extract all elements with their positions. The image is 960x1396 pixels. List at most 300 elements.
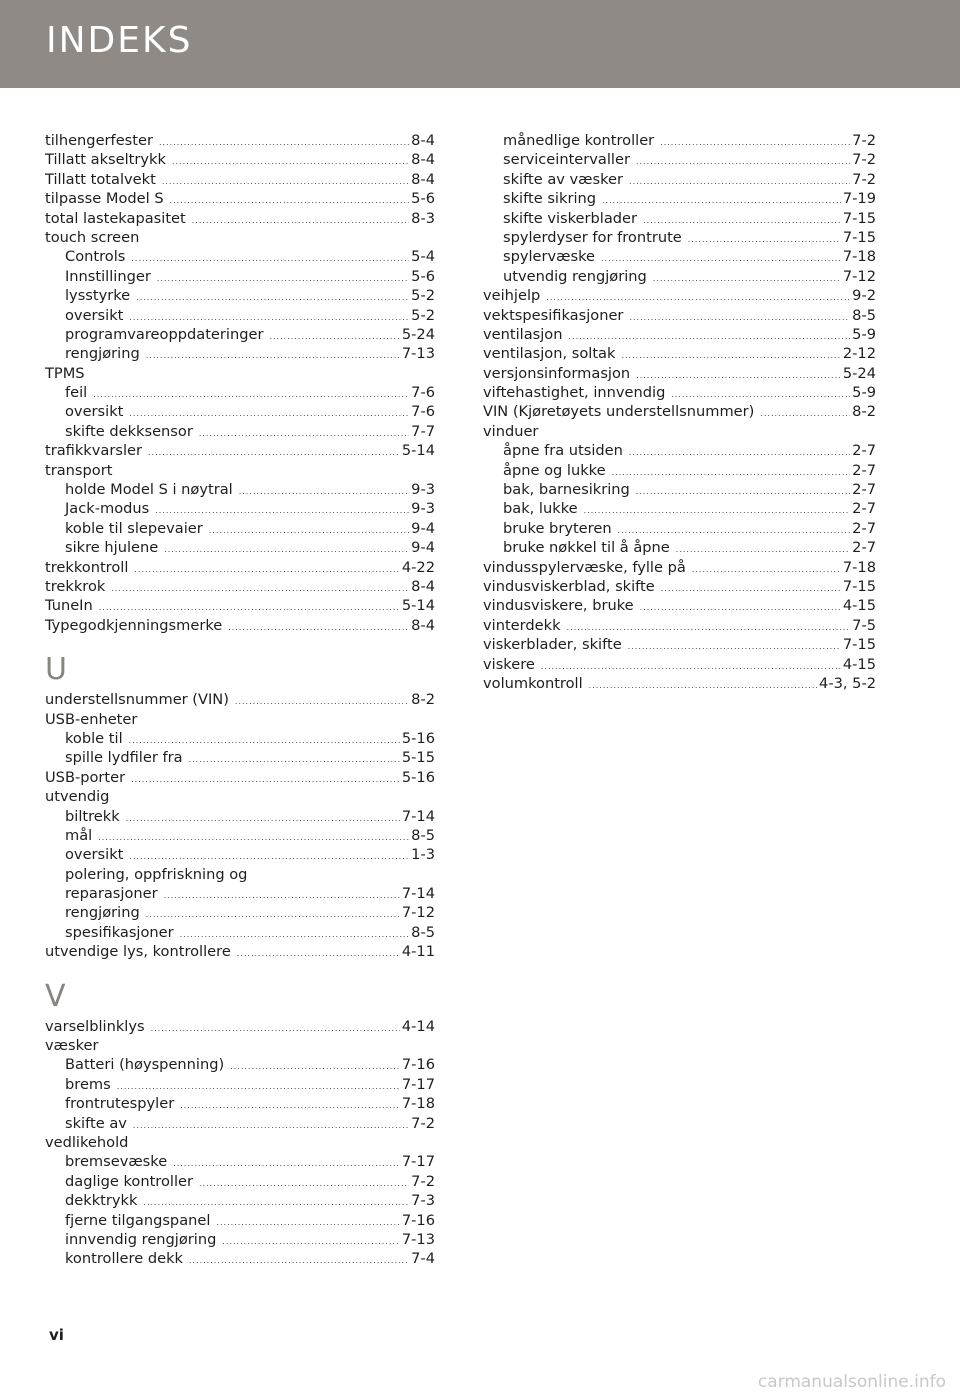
entry-page-ref: 7-19	[842, 190, 876, 208]
entry-page-ref: 7-12	[401, 904, 435, 922]
index-subentry	[45, 1249, 435, 1268]
index-subentry	[45, 845, 435, 864]
entry-page-ref: 7-5	[852, 616, 876, 634]
entry-term: transport	[45, 461, 113, 479]
entry-term: reparasjoner	[65, 885, 158, 903]
entry-term: feil	[65, 384, 88, 402]
dot-leader	[173, 1154, 400, 1173]
dot-leader	[602, 191, 841, 210]
entry-term: spylervæske	[503, 248, 596, 266]
dot-leader	[661, 579, 841, 598]
entry-term: USB-enheter	[45, 710, 138, 728]
entry-page-ref: 8-4	[411, 577, 435, 595]
index-subentry	[483, 441, 876, 460]
dot-leader	[589, 676, 817, 695]
index-subentry	[45, 865, 435, 884]
dot-leader	[151, 1019, 400, 1038]
index-entry	[45, 461, 435, 480]
entry-term: innvendig rengjøring	[65, 1230, 217, 1248]
dot-leader	[111, 579, 409, 598]
entry-term: utvendig	[45, 788, 110, 806]
entry-term: utvendige lys, kontrollere	[45, 943, 231, 961]
entry-page-ref: 9-3	[411, 500, 435, 518]
entry-page-ref: 7-15	[842, 636, 876, 654]
entry-page-ref: 2-7	[852, 481, 876, 499]
entry-term: total lastekapasitet	[45, 209, 186, 227]
entry-term: skifte sikring	[503, 190, 597, 208]
index-subentry	[45, 884, 435, 903]
dot-leader	[688, 230, 841, 249]
entry-page-ref: 7-2	[852, 132, 876, 149]
entry-term: koble til	[65, 729, 123, 747]
index-subentry	[483, 461, 876, 480]
index-entry	[483, 558, 876, 577]
dot-leader	[136, 288, 409, 307]
index-entry	[483, 674, 876, 693]
index-subentry	[45, 344, 435, 363]
index-entry	[483, 635, 876, 654]
entry-term: vindusspylervæske, fylle på	[483, 558, 686, 576]
dot-leader	[131, 770, 400, 789]
dot-leader	[660, 133, 850, 152]
entry-page-ref: 9-3	[411, 481, 435, 499]
entry-page-ref: 7-15	[842, 228, 876, 246]
index-subentry	[45, 480, 435, 499]
index-subentry	[483, 189, 876, 208]
entry-page-ref: 7-13	[401, 1230, 435, 1248]
dot-leader	[216, 1213, 399, 1232]
dot-leader	[760, 404, 850, 423]
dot-leader	[146, 905, 400, 924]
dot-leader	[636, 152, 850, 171]
entry-term: oversikt	[65, 846, 124, 864]
entry-page-ref: 8-5	[852, 306, 876, 324]
index-entry	[45, 596, 435, 615]
index-entry	[45, 228, 435, 247]
entry-page-ref: 8-2	[852, 403, 876, 421]
entry-term: Innstillinger	[65, 267, 151, 285]
index-subentry	[483, 267, 876, 286]
index-entry	[483, 344, 876, 363]
entry-page-ref: 7-6	[411, 403, 435, 421]
dot-leader	[239, 482, 409, 501]
entry-term: bak, barnesikring	[503, 481, 630, 499]
entry-page-ref: 5-2	[411, 306, 435, 324]
entry-page-ref: 5-2	[411, 287, 435, 305]
entry-page-ref: 5-6	[411, 190, 435, 208]
entry-term: mål	[65, 826, 93, 844]
entry-term: daglige kontroller	[65, 1172, 193, 1190]
entry-term: fjerne tilgangspanel	[65, 1211, 211, 1229]
entry-page-ref: 5-4	[411, 248, 435, 266]
entry-term: spylerdyser for frontrute	[503, 228, 682, 246]
dot-leader	[640, 598, 841, 617]
entry-page-ref: 9-4	[411, 539, 435, 557]
entry-term: åpne og lukke	[503, 461, 606, 479]
index-subentry	[45, 383, 435, 402]
entry-term: trafikkvarsler	[45, 442, 142, 460]
index-subentry	[45, 923, 435, 942]
watermark: carmanualsonline.info	[757, 1372, 946, 1392]
dot-leader	[134, 560, 399, 579]
entry-term: polering, oppfriskning og	[65, 865, 248, 883]
entry-term: bremsevæske	[65, 1153, 168, 1171]
dot-leader	[192, 211, 409, 230]
index-subentry	[45, 267, 435, 286]
index-entry	[45, 1036, 435, 1055]
entry-page-ref: 2-7	[852, 500, 876, 518]
entry-page-ref: 4-14	[401, 1017, 435, 1035]
page-title: INDEKS	[46, 20, 193, 61]
entry-page-ref: 7-6	[411, 384, 435, 402]
dot-leader	[180, 1096, 400, 1115]
entry-term: versjonsinformasjon	[483, 364, 631, 382]
dot-leader	[237, 944, 400, 963]
entry-page-ref: 7-12	[842, 267, 876, 285]
entry-term: VIN (Kjøretøyets understellsnummer)	[483, 403, 755, 421]
entry-page-ref: 7-18	[842, 558, 876, 576]
entry-term: Tillatt akseltrykk	[45, 151, 166, 169]
entry-term: vedlikehold	[45, 1133, 129, 1151]
entry-term: sikre hjulene	[65, 539, 159, 557]
dot-leader	[164, 886, 400, 905]
entry-term: oversikt	[65, 306, 124, 324]
dot-leader	[653, 269, 841, 288]
index-entry	[45, 558, 435, 577]
dot-leader	[541, 657, 841, 676]
index-subentry	[483, 247, 876, 266]
entry-term: vindusviskere, bruke	[483, 597, 634, 615]
index-subentry	[45, 1211, 435, 1230]
dot-leader	[189, 750, 400, 769]
dot-leader	[199, 1174, 409, 1193]
index-entry	[483, 325, 876, 344]
entry-term: serviceintervaller	[503, 151, 630, 169]
index-entry	[45, 690, 435, 709]
entry-page-ref: 2-7	[852, 442, 876, 460]
entry-term: skifte dekksensor	[65, 422, 193, 440]
entry-term: Batteri (høyspenning)	[65, 1056, 225, 1074]
entry-term: USB-porter	[45, 768, 126, 786]
dot-leader	[612, 463, 851, 482]
entry-term: frontrutespyler	[65, 1095, 175, 1113]
entry-term: skifte av	[65, 1114, 127, 1132]
entry-page-ref: 9-2	[852, 287, 876, 305]
index-entry	[45, 131, 435, 150]
entry-page-ref: 7-3	[411, 1192, 435, 1210]
dot-leader	[628, 637, 841, 656]
index-subentry	[45, 1075, 435, 1094]
entry-page-ref: 7-2	[411, 1114, 435, 1132]
entry-term: Jack-modus	[65, 500, 150, 518]
entry-page-ref: 5-9	[852, 384, 876, 402]
entry-term: spesifikasjoner	[65, 923, 174, 941]
index-entry	[483, 364, 876, 383]
index-subentry	[45, 306, 435, 325]
entry-page-ref: 5-14	[401, 597, 435, 615]
index-entry	[45, 787, 435, 806]
entry-page-ref: 7-18	[842, 248, 876, 266]
entry-term: spille lydfiler fra	[65, 749, 183, 767]
entry-term: brems	[65, 1075, 111, 1093]
dot-leader	[209, 521, 409, 540]
dot-leader	[170, 191, 410, 210]
entry-page-ref: 7-14	[401, 807, 435, 825]
entry-page-ref: 9-4	[411, 519, 435, 537]
entry-page-ref: 8-4	[411, 170, 435, 188]
index-subentry	[483, 538, 876, 557]
section-letter: V	[45, 978, 66, 1014]
entry-term: åpne fra utsiden	[503, 442, 623, 460]
entry-page-ref: 4-15	[842, 655, 876, 673]
index-entry	[45, 1017, 435, 1036]
index-subentry	[45, 499, 435, 518]
index-entry	[45, 189, 435, 208]
entry-page-ref: 7-17	[401, 1153, 435, 1171]
entry-page-ref: 5-6	[411, 267, 435, 285]
dot-leader	[629, 443, 850, 462]
entry-term: viskerblader, skifte	[483, 636, 622, 654]
entry-term: vindusviskerblad, skifte	[483, 577, 655, 595]
page-number: vi	[49, 1326, 64, 1344]
entry-term: veihjelp	[483, 287, 541, 305]
dot-leader	[133, 1116, 409, 1135]
entry-page-ref: 7-2	[852, 170, 876, 188]
index-column-right	[483, 131, 876, 693]
dot-leader	[636, 482, 850, 501]
entry-term: vinduer	[483, 422, 539, 440]
entry-term: trekkrok	[45, 577, 106, 595]
entry-term: koble til slepevaier	[65, 519, 203, 537]
index-subentry	[45, 519, 435, 538]
entry-term: programvareoppdateringer	[65, 325, 264, 343]
index-subentry	[45, 826, 435, 845]
entry-term: TuneIn	[45, 597, 93, 615]
dot-leader	[162, 172, 409, 191]
index-subentry	[483, 499, 876, 518]
index-entry	[45, 364, 435, 383]
index-subentry	[45, 286, 435, 305]
index-subentry	[45, 1055, 435, 1074]
index-entry	[483, 383, 876, 402]
dot-leader	[98, 828, 409, 847]
index-subentry	[45, 402, 435, 421]
index-entry	[483, 422, 876, 441]
entry-page-ref: 7-17	[401, 1075, 435, 1093]
entry-term: utvendig rengjøring	[503, 267, 647, 285]
entry-term: rengjøring	[65, 345, 140, 363]
entry-page-ref: 5-15	[401, 749, 435, 767]
entry-page-ref: 5-16	[401, 768, 435, 786]
entry-term: væsker	[45, 1037, 99, 1055]
index-entry	[45, 616, 435, 635]
index-subentry	[45, 422, 435, 441]
entry-page-ref: 2-12	[842, 345, 876, 363]
entry-page-ref: 4-3, 5-2	[819, 674, 876, 692]
entry-term: vinterdekk	[483, 616, 561, 634]
index-entry	[45, 710, 435, 729]
entry-page-ref: 4-11	[401, 943, 435, 961]
index-entry	[45, 441, 435, 460]
entry-term: skifte av væsker	[503, 170, 624, 188]
index-entry	[45, 577, 435, 596]
entry-page-ref: 5-14	[401, 442, 435, 460]
entry-term: oversikt	[65, 403, 124, 421]
index-subentry	[45, 1114, 435, 1133]
index-entry	[45, 209, 435, 228]
entry-page-ref: 2-7	[852, 519, 876, 537]
dot-leader	[148, 443, 400, 462]
entry-term: kontrollere dekk	[65, 1250, 183, 1268]
entry-term: varselblinklys	[45, 1017, 145, 1035]
entry-term: biltrekk	[65, 807, 120, 825]
dot-leader	[621, 346, 840, 365]
entry-page-ref: 2-7	[852, 461, 876, 479]
entry-term: Typegodkjenningsmerke	[45, 616, 223, 634]
index-subentry	[45, 729, 435, 748]
entry-page-ref: 8-2	[411, 691, 435, 709]
entry-term: ventilasjon	[483, 325, 563, 343]
index-entry	[45, 170, 435, 189]
entry-term: månedlige kontroller	[503, 132, 655, 149]
dot-leader	[676, 540, 850, 559]
index-subentry	[45, 1152, 435, 1171]
entry-term: understellsnummer (VIN)	[45, 691, 229, 709]
entry-term: TPMS	[45, 364, 85, 382]
index-entry	[45, 942, 435, 961]
entry-term: lysstyrke	[65, 287, 131, 305]
entry-term: viftehastighet, innvendig	[483, 384, 666, 402]
dot-leader	[189, 1251, 409, 1270]
entry-page-ref: 7-7	[411, 422, 435, 440]
dot-leader	[222, 1232, 400, 1251]
index-column-left	[45, 131, 435, 1269]
entry-term: viskere	[483, 655, 535, 673]
dot-leader	[228, 618, 409, 637]
dot-leader	[159, 133, 409, 152]
entry-term: trekkontroll	[45, 558, 129, 576]
dot-leader	[692, 560, 841, 579]
index-entry	[45, 150, 435, 169]
index-subentry	[483, 519, 876, 538]
index-entry	[483, 655, 876, 674]
entry-page-ref: 7-2	[411, 1172, 435, 1190]
index-subentry	[45, 325, 435, 344]
dot-leader	[131, 249, 409, 268]
entry-term: rengjøring	[65, 904, 140, 922]
entry-term: ventilasjon, soltak	[483, 345, 616, 363]
section-letter: U	[45, 652, 67, 688]
dot-leader	[629, 308, 850, 327]
entry-term: bak, lukke	[503, 500, 578, 518]
entry-term: skifte viskerblader	[503, 209, 638, 227]
entry-page-ref: 7-14	[401, 885, 435, 903]
entry-page-ref: 8-5	[411, 826, 435, 844]
page-header	[0, 0, 960, 88]
entry-page-ref: 2-7	[852, 539, 876, 557]
entry-page-ref: 7-16	[401, 1056, 435, 1074]
dot-leader	[636, 366, 841, 385]
entry-term: vektspesifikasjoner	[483, 306, 624, 324]
entry-page-ref: 7-18	[401, 1095, 435, 1113]
entry-term: bruke bryteren	[503, 519, 612, 537]
dot-leader	[164, 540, 409, 559]
entry-page-ref: 1-3	[411, 846, 435, 864]
entry-page-ref: 5-24	[842, 364, 876, 382]
index-subentry	[45, 903, 435, 922]
index-entry	[45, 768, 435, 787]
entry-page-ref: 7-13	[401, 345, 435, 363]
entry-page-ref: 8-4	[411, 132, 435, 149]
index-subentry	[45, 1191, 435, 1210]
entry-page-ref: 7-15	[842, 577, 876, 595]
dot-leader	[93, 385, 409, 404]
dot-leader	[230, 1057, 400, 1076]
index-subentry	[483, 150, 876, 169]
entry-term: tilpasse Model S	[45, 190, 164, 208]
entry-page-ref: 5-16	[401, 729, 435, 747]
entry-page-ref: 8-4	[411, 616, 435, 634]
index-entry	[483, 577, 876, 596]
entry-term: holde Model S i nøytral	[65, 481, 233, 499]
index-entry	[483, 402, 876, 421]
index-subentry	[45, 247, 435, 266]
index-entry	[483, 616, 876, 635]
entry-page-ref: 8-3	[411, 209, 435, 227]
dot-leader	[172, 152, 409, 171]
index-subentry	[45, 1172, 435, 1191]
entry-page-ref: 5-9	[852, 325, 876, 343]
index-subentry	[45, 538, 435, 557]
index-subentry	[483, 480, 876, 499]
entry-page-ref: 7-2	[852, 151, 876, 169]
dot-leader	[146, 346, 400, 365]
index-subentry	[45, 1094, 435, 1113]
dot-leader	[235, 692, 409, 711]
index-entry	[45, 1133, 435, 1152]
dot-leader	[269, 327, 399, 346]
entry-term: Controls	[65, 248, 126, 266]
entry-term: dekktrykk	[65, 1192, 138, 1210]
entry-page-ref: 4-15	[842, 597, 876, 615]
entry-term: volumkontroll	[483, 674, 583, 692]
index-entry	[483, 306, 876, 325]
entry-page-ref: 7-16	[401, 1211, 435, 1229]
entry-term: tilhengerfester	[45, 132, 153, 149]
dot-leader	[584, 501, 851, 520]
entry-page-ref: 4-22	[401, 558, 435, 576]
entry-page-ref: 8-4	[411, 151, 435, 169]
dot-leader	[126, 809, 400, 828]
index-subentry	[45, 807, 435, 826]
index-subentry	[45, 748, 435, 767]
index-subentry	[483, 170, 876, 189]
entry-page-ref: 5-24	[401, 325, 435, 343]
dot-leader	[629, 172, 850, 191]
index-subentry	[45, 1230, 435, 1249]
entry-page-ref: 8-5	[411, 923, 435, 941]
index-entry	[483, 286, 876, 305]
index-subentry	[483, 131, 876, 150]
index-subentry	[483, 228, 876, 247]
index-subentry	[483, 209, 876, 228]
entry-page-ref: 7-15	[842, 209, 876, 227]
dot-leader	[199, 424, 409, 443]
entry-term: Tillatt totalvekt	[45, 170, 156, 188]
entry-page-ref: 7-4	[411, 1250, 435, 1268]
index-entry	[483, 596, 876, 615]
entry-term: bruke nøkkel til å åpne	[503, 539, 670, 557]
